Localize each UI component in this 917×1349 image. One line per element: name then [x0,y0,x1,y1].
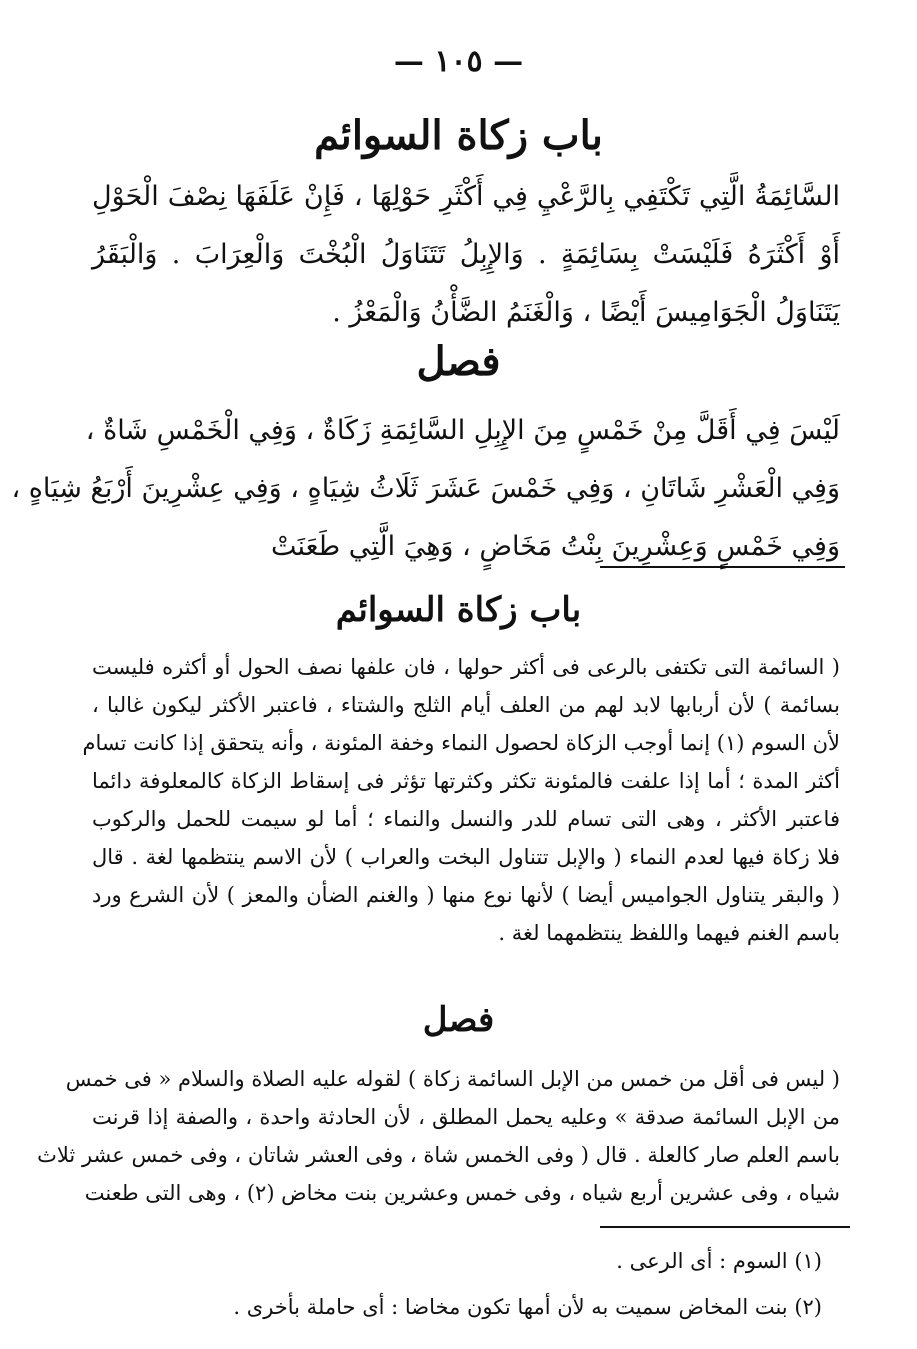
text-line: وَفِي خَمْسٍ وَعِشْرِينَ بِنْتُ مَخَاضٍ ، وَهِيَ الَّتِي طَعَنَتْ [270,531,840,562]
matn-paragraph-sawaim [92,168,840,342]
text-line: ( والبقر يتناول الجواميس أيضا ) لأنها نوع منها ( والغنم الضأن والمعز ) لأن الشرع ورد [92,883,840,907]
page-number: — ١٠٥ — [393,44,524,79]
text-line: من الإبل السائمة صدقة » وعليه يحمل المطلق ، لأن الحادثة واحدة ، والصفة إذا قرنت [92,1105,840,1129]
footnotes [92,1238,822,1330]
text-line: ( ليس فى أقل من خمس من الإبل السائمة زكاة ) لقوله عليه الصلاة والسلام « فى خمس [65,1067,840,1091]
sharh-paragraph-fasl [37,1060,840,1212]
section-heading-sharh-fasl: فصل [422,1000,495,1040]
text-line: شياه ، وفى عشرين أربع شياه ، وفى خمس وعشرين بنت مخاض (٢) ، وهى التى طعنت [84,1181,840,1205]
matn-paragraph-fasl [11,402,840,576]
section-heading-sharh-zakat-sawaim: باب زكاة السوائم [335,590,582,630]
text-line: ( السائمة التى تكتفى بالرعى فى أكثر حولها ، فان علفها نصف الحول أو أكثره فليست [92,655,840,679]
text-line: أكثر المدة ؛ أما إذا علفت فالمئونة تكثر وكثرتها تؤثر فى إسقاط الزكاة كالمعلوفة دائما [92,769,840,793]
footnote-2: (٢) بنت المخاض سميت به لأن أمها تكون مخاضا : أى حاملة بأخرى . [233,1295,822,1319]
text-line: لَيْسَ فِي أَقَلَّ مِنْ خَمْسٍ مِنَ الإِبِلِ السَّائِمَةِ زَكَاةٌ ، وَفِي الْخَمْسِ شَاةٌ ، [85,415,840,446]
text-line: السَّائِمَةُ الَّتِي تَكْتَفِي بِالرَّعْيِ فِي أَكْثَرِ حَوْلِهَا ، فَإِنْ عَلَفَهَا نِصْفَ الْحَوْلِ [92,181,840,212]
footnote-1: (١) السوم : أى الرعى . [616,1249,822,1273]
separator-rule [600,566,845,568]
section-heading-matn-fasl: فصل [416,338,501,385]
sharh-paragraph-sawaim [82,648,840,952]
text-line: فلا زكاة فيها لعدم النماء ( والإبل تتناول البخت والعراب ) لأن الاسم ينتظمها لغة . قال [92,845,840,869]
text-line: أَوْ أَكْثَرَهُ فَلَيْسَتْ بِسَائِمَةٍ . وَالإِبِلُ تَتَنَاوَلُ الْبُخْتَ وَالْعِرَابَ . وَالْبَقَرُ [92,239,840,270]
text-line: بسائمة ) لأن أربابها لابد لهم من العلف أيام الثلج والشتاء ، فاعتبر الأكثر ليكون غالبا ، [92,693,840,717]
text-line: باسم العلم صار كالعلة . قال ( وفى الخمس شاة ، وفى العشر شاتان ، وفى خمس عشر ثلاث [37,1143,840,1167]
footnote-separator-rule [600,1226,850,1228]
section-heading-matn-zakat-sawaim: باب زكاة السوائم [314,112,603,159]
text-line: يَتَنَاوَلُ الْجَوَامِيسَ أَيْضًا ، وَالْغَنَمُ الضَّأْنُ وَالْمَعْزُ . [332,297,840,328]
text-line: لأن السوم (١) إنما أوجب الزكاة لحصول النماء وخفة المئونة ، وأنه يتحقق إذا كانت تسام [82,731,840,755]
text-line: باسم الغنم فيهما واللفظ ينتظمهما لغة . [498,921,840,945]
text-line: فاعتبر الأكثر ، وهى التى تسام للدر والنسل والنماء ؛ أما لو سيمت للحمل والركوب [92,807,840,831]
text-line: وَفِي الْعَشْرِ شَاتَانِ ، وَفِي خَمْسَ عَشَرَ ثَلَاثُ شِيَاهٍ ، وَفِي عِشْرِينَ أَرْبَعُ شِيَاهٍ ، [11,473,840,504]
